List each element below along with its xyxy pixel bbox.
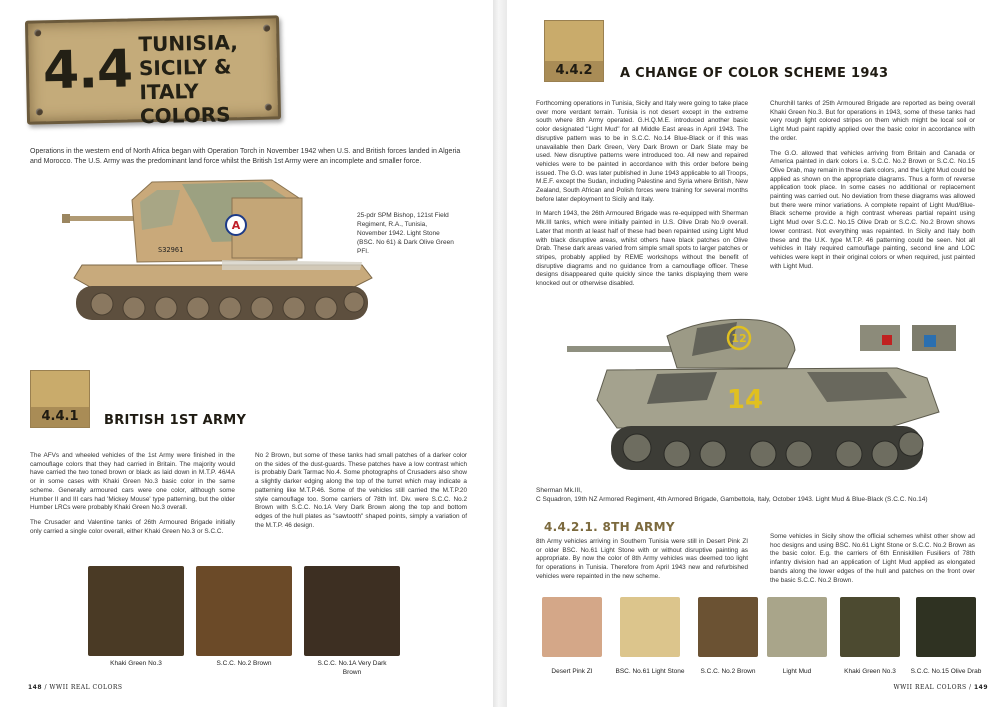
color-swatch [698,597,758,657]
book-title: WWII REAL COLORS [49,684,123,691]
swatch-label: S.C.C. No.15 Olive Drab [910,668,982,675]
paragraph: Forthcoming operations in Tunisia, Sicily and Italy were going to take place over more verdant terrain. Tunisia is not desert except in the extreme south where 8th Army operated. G.H.Q.M.E. introduced another basic color designated "Light Mud" for all Middle East areas in April 1943. The disruptive pattern was to be in S.C.C. No.14 Blue-Black or if this was unavailable then Dark Green, Very Dark Brown or Dark Slate may be used. New disruptive patterns were introduced too. All new and repaired vehicles were to be painted in accordance with this order before being issued. The G.O. was later published in June 1943 applicable to all Troops, M.E.F. except the Sudan, including Palestine and Syria where British, New Zealand, South African and Polish forces were training for several months before later deployment to Sicily and Italy. [536,100,748,203]
color-swatch [304,566,400,656]
marking-icon [882,335,892,345]
section-number: 4.4.1 [31,407,89,427]
section-swatch-box [544,20,604,82]
sherman-caption: Sherman Mk.III, C Squadron, 19th NZ Armored Regiment, 4th Armored Brigade, Gambettola, Italy, October 1943. Light Mud & Blue-Black (S.C.C. No.14) [536,487,928,503]
color-swatch [620,597,680,657]
section-title: A CHANGE OF COLOR SCHEME 1943 [620,66,889,81]
detail-inset [860,325,900,351]
marking-detail-insets [860,323,960,353]
stowage-tarp [222,260,362,270]
bishop-spg-illustration [62,170,382,335]
swatch-label: Light Mud [782,668,812,675]
paragraph: No 2 Brown, but some of these tanks had small patches of a darker color on the sides of the dust-guards. These patches have a low contrast which is probably Dark Tarmac No.4. Some photographs of Crusaders also show a slightly darker edging along the top of the turret which may indicate a patterning like M.T.P.46. Some of the vehicles still carried the M.T.P.20 style camouflage too. Some carriers of 78th Inf. Div. were S.C.C. No.2 Brown with S.C.C. No.1A Very Dark Brown along the top and bottom edges of the hull plates as "sawtooth" shaped points, simply a variation of the M.T.P. 46 design. [255,452,467,529]
swatch-label: S.C.C. No.2 Brown [700,668,756,675]
left-page [0,0,493,707]
color-swatch [767,597,827,657]
paragraph: The AFVs and wheeled vehicles of the 1st Army were finished in the camouflage colors that they had carried in Britain. The majority would have carried the two toned brown or black as laid down in M.T.P. 46/4A or in some cases with Khaki Green No.3 basic color in the same scheme. Generally armoured cars were one color, although some Humber II and III cars had 'Mickey Mouse' type patterning, but the older Humber LRCs were probably Khaki Green No.3 overall. [30,452,235,512]
formation-sign-letter: A [231,219,241,232]
marking-icon [924,335,936,347]
color-swatch [88,566,184,656]
swatch-label: Khaki Green No.3 [844,668,896,675]
bishop-caption: 25-pdr SPM Bishop, 121st Field Regiment, R.A., Tunisia, November 1942. Light Stone (BSC. No 61) & Dark Olive Green PFI. [357,212,454,255]
page-number: 148 [28,684,43,691]
paragraph: The G.O. allowed that vehicles arriving from Britain and Canada or America painted in dark colors i.e. S.C.C. No.2 Brown or S.C.C. No.15 Olive Drab, may remain in these dark colors, and the Light Mud could be applied as shown on the appropriate diagrams. Thus a form of reverse application took place. In some cases no additional or replacement painting was carried out. No deviation from these diagrams was allowed but there were minor variations. A complete repaint of Light Mud/Blue-Black scheme provide a high contrast whereas partial repaint using Light Mud over S.C.C. No.15 Olive Drab or S.C.C. No.2 Brown shows lower contrast. Not everything was repainted. In Sicily and Italy both these and the U.K. type M.T.P. 46 patterning could be seen. Not all vehicles in Italy required camouflage painting, second line and LOC vehicles were kept in their original colors or when required, just painted with Light Mud. [770,149,975,270]
section-swatch-box [30,370,90,428]
swatch-label: Desert Pink ZI [551,668,593,675]
page-number: 149 [973,684,988,691]
section-column-2 [770,100,975,277]
camouflage-patch [647,372,717,404]
gun-barrel [64,216,134,221]
swatch-label: S.C.C. No.1A Very Dark Brown [317,660,387,676]
section-number: 4.4.2 [545,61,603,81]
chapter-sign [25,15,281,129]
swatch-label: Khaki Green No.3 [110,660,162,667]
section-column-2 [255,452,467,536]
chapter-title: TUNISIA, SICILY & ITALY COLORS [138,30,239,129]
color-swatch [196,566,292,656]
swatch-label: S.C.C. No.2 Brown [216,660,272,667]
hull-number: 14 [726,385,764,415]
color-swatch [542,597,602,657]
gun-barrel [567,346,677,352]
book-title: WWII REAL COLORS [893,684,967,691]
subsection-column-1: 8th Army vehicles arriving in Southern Tunisia were still in Desert Pink ZI or older BSC. No.61 Light Stone with or without disruptive painting as appropriate. By now the color of 8th Army vehicles was deemed too light for operations in Tunisia. Therefore from April 1943 new and refurbished vehicles were repainted in the new scheme. [536,538,748,580]
registration-number: S32961 [158,246,184,254]
chapter-intro: Operations in the western end of North Africa began with Operation Torch in November 1942 when U.S. and British forces landed in Algeria and Morocco. The U.S. Army was the predominant land force whilst the British 1st Army were an incomplete and smaller force. [30,148,461,165]
chapter-number: 4.4 [42,39,133,102]
section-title: BRITISH 1ST ARMY [104,413,247,428]
paragraph: In March 1943, the 26th Armoured Brigade was re-equipped with Sherman Mk.III tanks, which were initially painted in U.S. Olive Drab No.9 overall. Later that month at least half of these had been repainted using Light Mud with black disruptive areas, whilst others have black patches on Olive Drab. These dark areas varied from simple small spots to larger patches or stripes, probably applied by REME workshops without the benefit of disruptive diagrams and no guidance from a camouflage officer. These designs disappeared quite quickly since the tanks displaying them were knocked out or otherwise disabled. [536,210,748,288]
subsection-column-2: Some vehicles in Sicily show the official schemes whilst other show ad hoc designs and using BSC. No.61 Light Stone or S.C.C. No.2 Brown as the basic color. E.g. the carriers of 6th Enniskillen Fusiliers of 78th infantry division had an application of Light Mud applied as elongated bands along the lower edges of the hull and patches on the front over the basic S.C.C. No.2 Brown. [770,533,975,584]
right-page [507,0,1000,707]
book-gutter [493,0,507,707]
bolt-icon [34,29,41,36]
paragraph: The Crusader and Valentine tanks of 26th Armoured Brigade initially only carried a single color overall, either Khaki Green No.3 or S.C.C. [30,518,235,535]
color-swatch [916,597,976,657]
page-footer: 148 / WWII REAL COLORS [28,684,123,691]
paragraph: Churchill tanks of 25th Armoured Brigade are reported as being overall Khaki Green No.3. But for operations in 1943, some of these tanks had very rough light colored stripes on them which might be local soil or Light Mud paint rapidly applied over the basic color in accordance with the order. [770,100,975,142]
turret-number: 12 [731,332,747,345]
bolt-icon [36,108,43,115]
section-column-1 [30,452,235,542]
section-column-1 [536,100,748,295]
page-footer: WWII REAL COLORS / 149 [893,684,988,691]
color-swatch [840,597,900,657]
muzzle [62,214,70,223]
swatch-label: BSC. No.61 Light Stone [615,668,685,675]
subsection-title: 4.4.2.1. 8TH ARMY [544,520,675,534]
